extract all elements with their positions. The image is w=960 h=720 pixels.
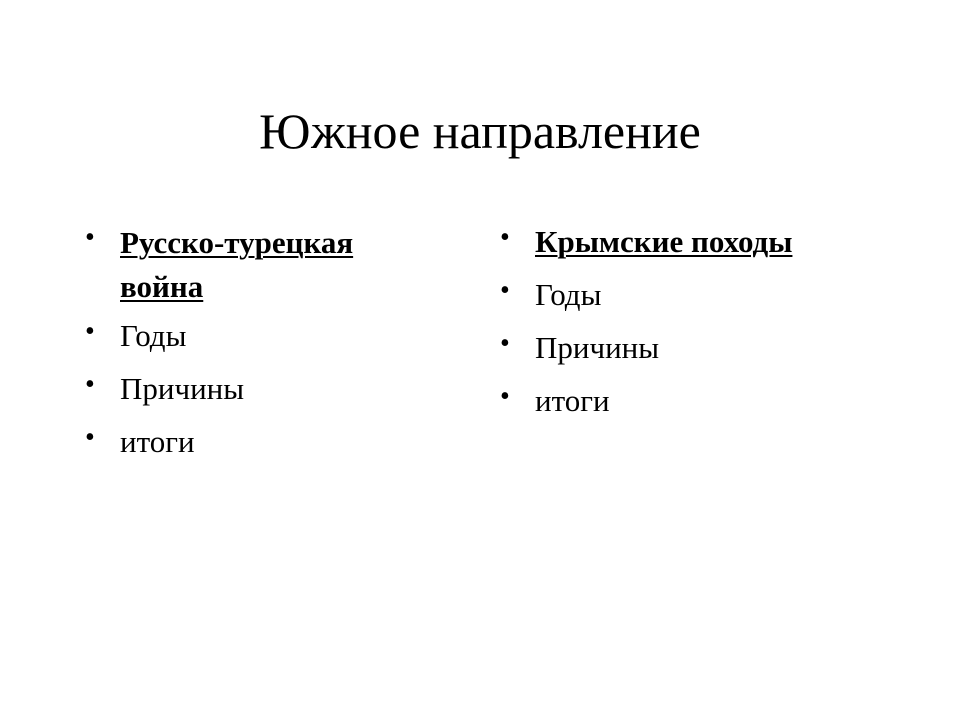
bullet-icon: • — [500, 381, 510, 412]
list-item-text: итоги — [535, 383, 610, 418]
left-column-list — [85, 221, 415, 474]
left-column-heading: Русско-турецкая война — [120, 225, 354, 304]
right-column-list — [500, 221, 860, 433]
list-item-text: итоги — [120, 424, 195, 459]
slide-title: Южное направление — [259, 103, 701, 159]
right-column-heading: Крымские походы — [535, 224, 793, 259]
list-item-text: Годы — [120, 318, 187, 353]
list-item-text: Годы — [535, 277, 602, 312]
bullet-icon: • — [500, 328, 510, 359]
list-item — [85, 421, 415, 462]
list-item — [85, 368, 415, 409]
list-item-text: Причины — [535, 330, 660, 365]
bullet-icon: • — [85, 369, 95, 400]
bullet-icon: • — [85, 316, 95, 347]
list-item — [500, 274, 860, 315]
list-item — [85, 315, 415, 356]
bullet-icon: • — [85, 222, 95, 253]
bullet-icon: • — [85, 422, 95, 453]
list-item — [500, 327, 860, 368]
bullet-icon: • — [500, 222, 510, 253]
bullet-icon: • — [500, 275, 510, 306]
list-item — [500, 380, 860, 421]
list-item-heading — [85, 221, 415, 309]
list-item-heading — [500, 221, 860, 262]
list-item-text: Причины — [120, 371, 245, 406]
